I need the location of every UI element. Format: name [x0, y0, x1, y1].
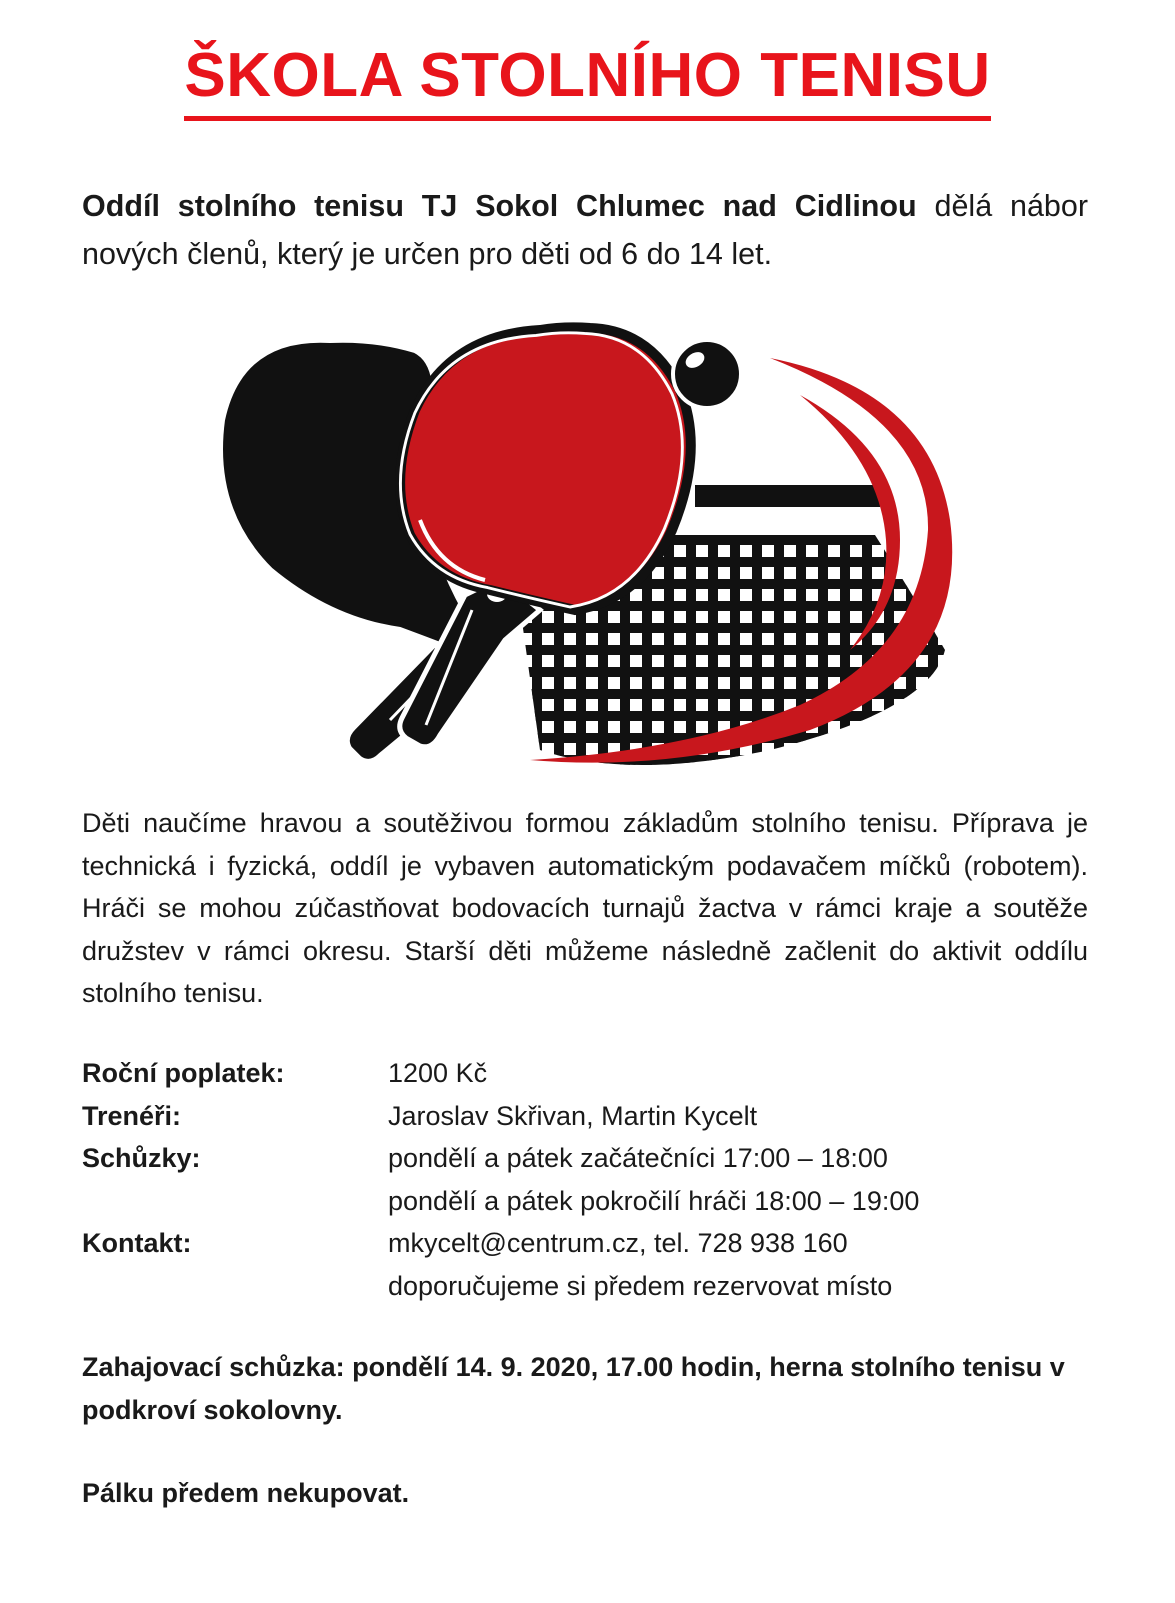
fee-label: Roční poplatek:	[82, 1058, 285, 1088]
coaches-label: Trenéři:	[82, 1100, 182, 1131]
net-horizontal-line	[505, 623, 955, 633]
contact-label: Kontakt:	[82, 1228, 192, 1258]
net-horizontal-line	[505, 777, 955, 780]
net-horizontal-line	[505, 689, 955, 699]
net-horizontal-line	[505, 711, 955, 721]
meetings-value-2: pondělí a pátek pokročilí hráči 18:00 – 19:00	[388, 1185, 920, 1216]
info-row-contact	[82, 1222, 1088, 1265]
info-row-meetings	[82, 1137, 1088, 1180]
info-row-meetings-2	[82, 1180, 1088, 1223]
poster-title: ŠKOLA STOLNÍHO TENISU	[184, 36, 990, 121]
paddle-note: Pálku předem nekupovat.	[82, 1478, 410, 1508]
coaches-value: Jaroslav Skřivan, Martin Kycelt	[388, 1100, 758, 1131]
opening-meeting: Zahajovací schůzka: pondělí 14. 9. 2020, 17.00 hodin, herna stolního tenisu v podkroví sokolovny.	[82, 1352, 1065, 1425]
meetings-label: Schůzky:	[82, 1143, 201, 1173]
club-name: Oddíl stolního tenisu TJ Sokol Chlumec nad Cidlinou	[82, 189, 917, 223]
empty-label	[82, 1265, 388, 1308]
meetings-value-1: pondělí a pátek začátečníci 17:00 – 18:00	[388, 1143, 888, 1173]
info-block	[82, 1052, 1088, 1307]
description-paragraph: Děti naučíme hravou a soutěživou formou základům stolního tenisu. Příprava je technická i fyzická, oddíl je vybaven automatickým podavačem míčků (robotem). Hráči se mohou zúčastňovat bodovacích turnajů žactva v rámci kraje a soutěže družstev v rámci okresu. Starší děti můžeme následně začlenit do aktivit oddílu stolního tenisu.	[82, 808, 1088, 1008]
contact-value-1: mkycelt@centrum.cz, tel. 728 938 160	[388, 1228, 848, 1258]
intro-paragraph	[82, 182, 1088, 278]
fee-value: 1200 Kč	[388, 1058, 488, 1088]
intro-rest: dělá nábor nových členů, který je určen pro děti od 6 do 14 let.	[82, 189, 1088, 271]
table-tennis-paddles-net-ball-icon	[210, 310, 970, 780]
ball	[673, 340, 741, 408]
net-top-band	[695, 485, 880, 507]
contact-value-2: doporučujeme si předem rezervovat místo	[388, 1270, 893, 1301]
info-row-fee	[82, 1052, 1088, 1095]
poster-title-wrap	[0, 36, 1175, 121]
info-row-contact-2	[82, 1265, 1088, 1308]
info-row-coaches	[82, 1095, 1088, 1138]
empty-label	[82, 1180, 388, 1223]
